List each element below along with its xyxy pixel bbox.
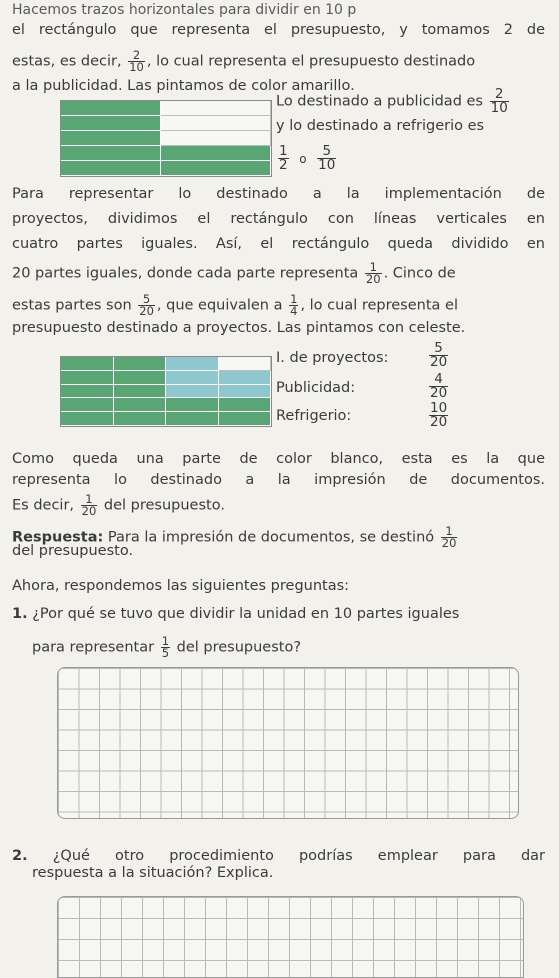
fig1-refrigerio-fractions: $\frac{1}{2}$ o $\frac{5}{10}$	[279, 143, 336, 173]
intro-line-4: a la publicidad. Las pintamos de color amarillo.	[12, 78, 355, 94]
rect-cell	[61, 116, 161, 131]
answer-grid-1[interactable]	[57, 667, 519, 819]
fig2-publicidad-fraction: $\frac{4}{20}$	[430, 371, 448, 401]
rect-cell	[61, 357, 114, 371]
rect-cell	[161, 161, 271, 176]
fig2-proyectos-fraction: $\frac{5}{20}$	[430, 340, 448, 370]
intro-line-1: Hacemos trazos horizontales para dividir en 10 p	[12, 2, 357, 18]
rect-cell	[114, 398, 167, 412]
rect-cell	[61, 131, 161, 146]
para2-line-6: presupuesto destinado a proyectos. Las pintamos con celeste.	[12, 320, 466, 336]
intro-line-2: el rectángulo que representa el presupuesto, y tomamos 2 de	[12, 22, 545, 38]
para3-line-2: representa lo destinado a la impresión de documentos.	[12, 472, 545, 488]
fraction: $\frac{1}{20}$	[81, 492, 97, 518]
rect-cell	[61, 101, 161, 116]
budget-rectangle-horizontal	[60, 100, 272, 177]
rect-cell	[219, 412, 272, 426]
fraction: $\frac{5}{10}$	[318, 143, 336, 173]
rect-cell	[114, 357, 167, 371]
fig1-publicidad-text: Lo destinado a publicidad es $\frac{2}{10}$	[276, 86, 508, 116]
para2-line-4: 20 partes iguales, donde cada parte representa $\frac{1}{20}$ . Cinco de	[12, 260, 456, 286]
rect-cell	[161, 116, 271, 131]
intro-text: , lo cual representa el presupuesto destinado	[146, 53, 476, 70]
fraction: $\frac{1}{4}$	[290, 292, 298, 318]
fraction: $\frac{1}{20}$	[441, 524, 457, 550]
rect-cell	[61, 371, 114, 385]
para3-line-1: Como queda una parte de color blanco, esta es la que	[12, 451, 545, 467]
rect-cell	[161, 131, 271, 146]
fig2-refrigerio-label: Refrigerio:	[276, 408, 352, 424]
para2-line-3: cuatro partes iguales. Así, el rectángulo queda dividido en	[12, 236, 545, 252]
para3-line-3: Es decir, $\frac{1}{20}$ del presupuesto.	[12, 492, 225, 518]
rect-cell	[219, 357, 272, 371]
rect-cell	[166, 371, 219, 385]
rect-cell	[166, 412, 219, 426]
para2-line-2: proyectos, dividimos el rectángulo con líneas verticales en	[12, 211, 545, 227]
rect-cell	[161, 146, 271, 161]
intro-line-3	[12, 50, 545, 73]
fig2-publicidad-label: Publicidad:	[276, 380, 356, 396]
rect-cell	[166, 385, 219, 399]
fraction: $\frac{5}{20}$	[139, 292, 154, 318]
rect-cell	[166, 357, 219, 371]
fraction: $\frac{1}{2}$	[279, 143, 288, 173]
question-2-line-1: 2. ¿Qué otro procedimiento podrías emplear para dar	[12, 848, 546, 864]
rect-cell	[219, 385, 272, 399]
question-1-line-2: para representar $\frac{1}{5}$ del presupuesto?	[32, 634, 302, 660]
question-2-line-2: respuesta a la situación? Explica.	[32, 865, 274, 881]
rect-cell	[61, 385, 114, 399]
respuesta-label: Respuesta:	[12, 529, 104, 546]
rect-cell	[61, 398, 114, 412]
rect-cell	[114, 412, 167, 426]
rect-cell	[114, 385, 167, 399]
para2-line-5: estas partes son $\frac{5}{20}$ , que equivalen a $\frac{1}{4}$ , lo cual representa el	[12, 292, 458, 318]
rect-cell	[219, 398, 272, 412]
rect-cell	[114, 371, 167, 385]
fraction: $\frac{2}{10}$	[490, 86, 508, 116]
para2-line-1: Para representar lo destinado a la implementación de	[12, 186, 545, 202]
rect-cell	[166, 398, 219, 412]
respuesta-line-1: Respuesta: Para la impresión de documentos, se destinó $\frac{1}{20}$	[12, 524, 457, 550]
fig2-proyectos-label: I. de proyectos:	[276, 350, 389, 366]
respuesta-line-2: del presupuesto.	[12, 543, 134, 559]
fig2-refrigerio-fraction: $\frac{10}{20}$	[430, 400, 448, 430]
budget-rectangle-grid	[60, 356, 272, 427]
fraction: $\frac{1}{20}$	[365, 260, 381, 286]
rect-cell	[61, 146, 161, 161]
rect-cell	[161, 101, 271, 116]
preguntas-heading: Ahora, respondemos las siguientes preguntas:	[12, 578, 350, 594]
rect-cell	[219, 371, 272, 385]
fraction: $\frac{2}{10}$	[129, 48, 144, 74]
question-1-line-1: 1. ¿Por qué se tuvo que dividir la unidad en 10 partes iguales	[12, 606, 460, 622]
fig1-refrigerio-text: y lo destinado a refrigerio es	[276, 118, 485, 134]
answer-grid-2[interactable]	[57, 896, 524, 978]
rect-cell	[61, 161, 161, 176]
rect-cell	[61, 412, 114, 426]
intro-text: estas, es decir,	[12, 53, 122, 70]
fraction: $\frac{1}{5}$	[161, 634, 170, 660]
